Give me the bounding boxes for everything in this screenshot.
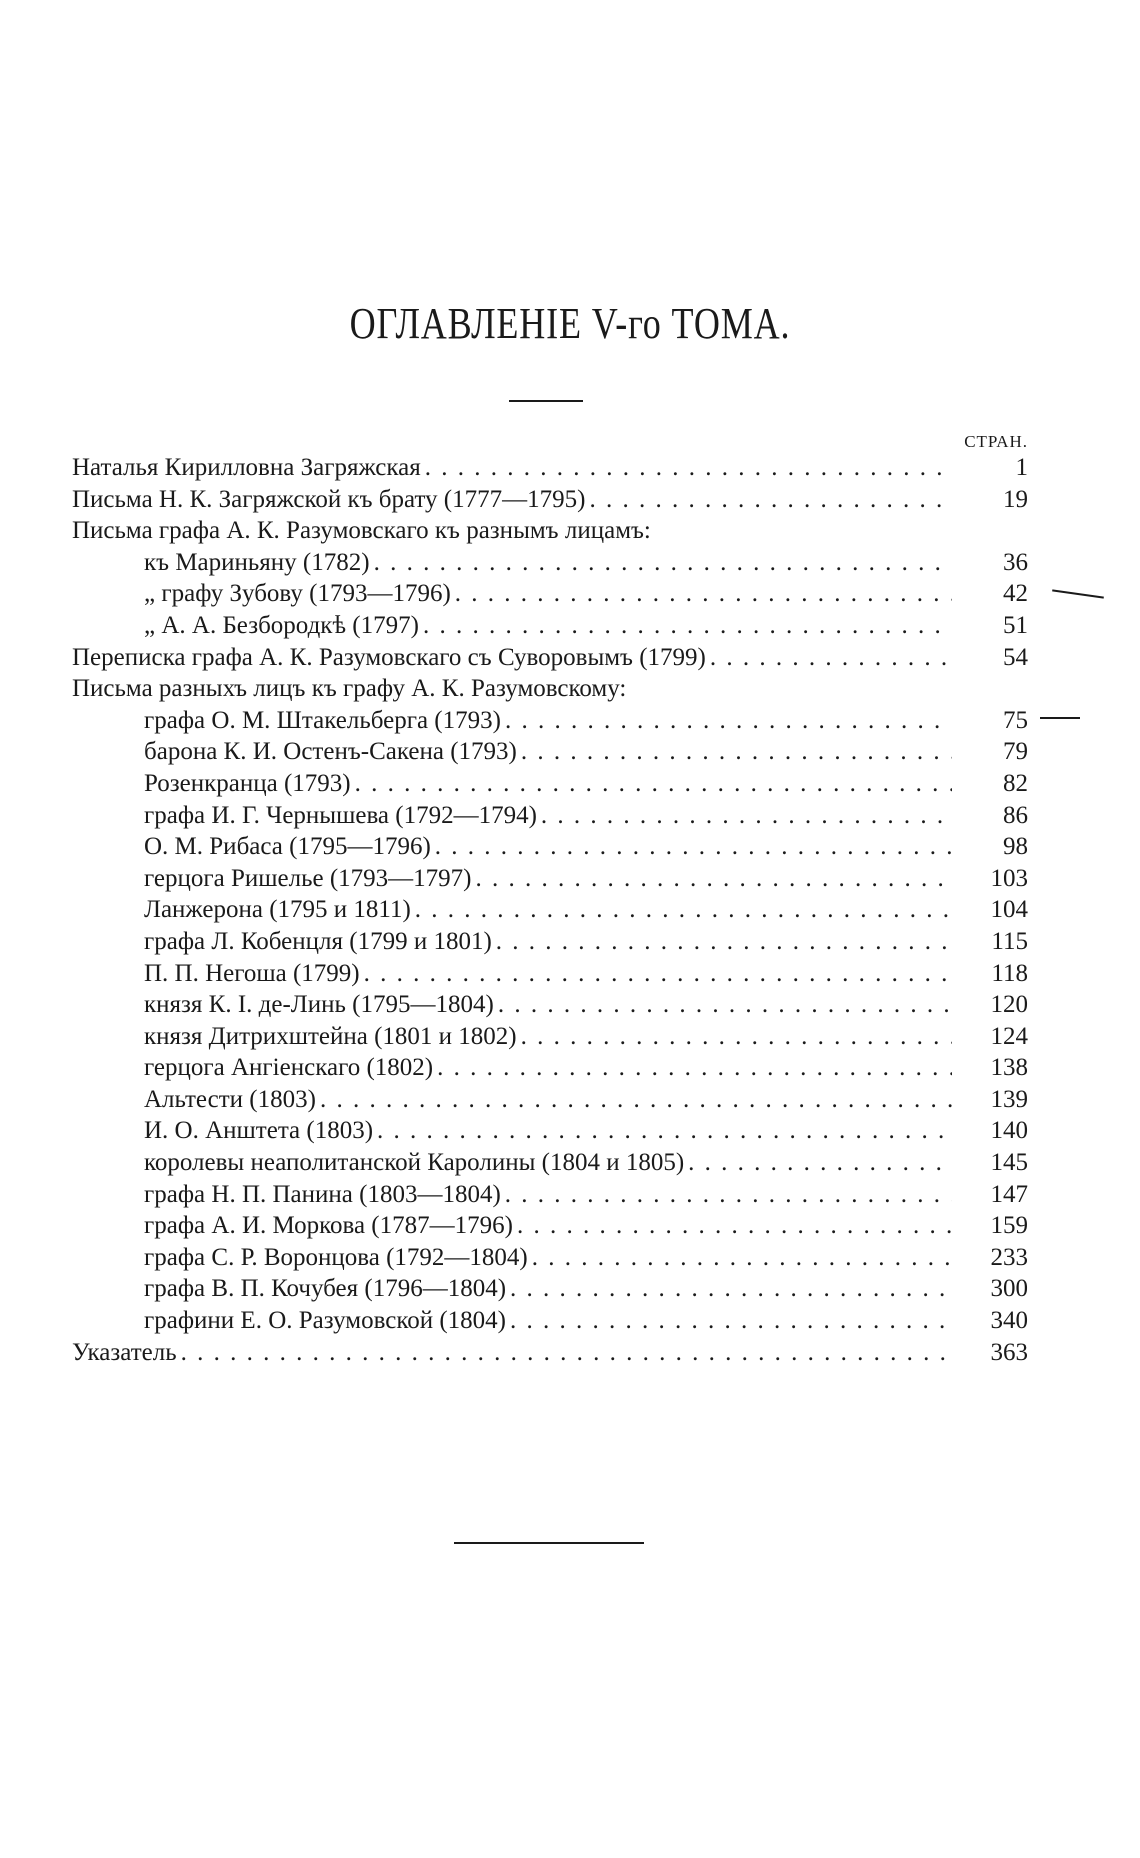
toc-entry xyxy=(72,578,1028,610)
dot-leader xyxy=(688,1147,952,1179)
toc-page-number: 98 xyxy=(1003,833,1028,861)
dot-leader xyxy=(532,1242,952,1274)
toc-page-number: 233 xyxy=(990,1243,1028,1271)
toc-entry-title: князя К. І. де-Линь (1795—1804) xyxy=(144,991,494,1019)
dot-leader xyxy=(521,1021,952,1053)
toc-entry-title: Розенкранца (1793) xyxy=(144,769,351,797)
dot-leader xyxy=(455,578,952,610)
dot-leader xyxy=(437,1052,952,1084)
toc-page-number: 124 xyxy=(990,1022,1028,1050)
toc-entry xyxy=(72,894,1028,926)
toc-page-number: 363 xyxy=(990,1338,1028,1366)
toc-entry xyxy=(72,1273,1028,1305)
toc-entry xyxy=(72,610,1028,642)
dot-leader xyxy=(435,831,952,863)
dot-leader xyxy=(181,1337,952,1369)
dot-leader xyxy=(510,1305,952,1337)
dot-leader xyxy=(710,642,952,674)
title-divider xyxy=(509,400,583,402)
toc-entry xyxy=(72,705,1028,737)
toc-page-number: 147 xyxy=(990,1180,1028,1208)
toc-entry-title: „ А. А. Безбородкѣ (1797) xyxy=(144,611,419,639)
dot-leader xyxy=(320,1084,952,1116)
toc-entry-title: къ Мариньяну (1782) xyxy=(144,548,370,576)
toc-entry xyxy=(72,1115,1028,1147)
toc-entry xyxy=(72,831,1028,863)
toc-section-heading xyxy=(72,515,1028,547)
toc-entry xyxy=(72,1021,1028,1053)
toc-page-number: 104 xyxy=(990,896,1028,924)
margin-mark xyxy=(1040,717,1080,719)
toc-entry xyxy=(72,1147,1028,1179)
end-divider xyxy=(454,1542,644,1544)
toc-entry xyxy=(72,1179,1028,1211)
toc-page-number: 54 xyxy=(1003,643,1028,671)
toc-page-number: 75 xyxy=(1003,706,1028,734)
dot-leader xyxy=(505,1179,952,1211)
toc-page-number: 103 xyxy=(990,864,1028,892)
toc-entry-title: графа И. Г. Чернышева (1792—1794) xyxy=(144,801,537,829)
toc-entry xyxy=(72,736,1028,768)
dot-leader xyxy=(517,1210,952,1242)
toc-entry-title: Письма разныхъ лицъ къ графу А. К. Разумовскому: xyxy=(72,675,627,703)
toc-page-number: 145 xyxy=(990,1149,1028,1177)
toc-entry-title: герцога Ангіенскаго (1802) xyxy=(144,1054,434,1082)
toc-entry xyxy=(72,1242,1028,1274)
toc-page-number: 42 xyxy=(1003,580,1028,608)
toc-entry-title: Переписка графа А. К. Разумовскаго съ Суворовымъ (1799) xyxy=(72,643,706,671)
toc-page-number: 19 xyxy=(1003,485,1028,513)
toc-entry xyxy=(72,1337,1028,1369)
table-of-contents xyxy=(72,420,1028,1368)
toc-entry-title: Ланжерона (1795 и 1811) xyxy=(144,896,411,924)
toc-entry-title: О. М. Рибаса (1795—1796) xyxy=(144,833,431,861)
toc-entry-title: королевы неаполитанской Каролины (1804 и 1805) xyxy=(144,1149,685,1177)
toc-entry-title: Наталья Кирилловна Загряжская xyxy=(72,454,421,481)
toc-page-number: 79 xyxy=(1003,738,1028,766)
toc-entry xyxy=(72,926,1028,958)
dot-leader xyxy=(423,610,952,642)
toc-entry-title: графа Н. П. Панина (1803—1804) xyxy=(144,1180,501,1208)
dot-leader xyxy=(589,484,952,516)
toc-entry-title: графа А. И. Моркова (1787—1796) xyxy=(144,1212,513,1240)
toc-entry-title: „ графу Зубову (1793—1796) xyxy=(144,580,451,608)
toc-entry xyxy=(72,1052,1028,1084)
dot-leader xyxy=(374,547,952,579)
dot-leader xyxy=(425,452,952,484)
toc-page-number: 118 xyxy=(991,959,1028,987)
toc-page-number: 1 xyxy=(1015,454,1028,481)
toc-entry-title: герцога Ришелье (1793—1797) xyxy=(144,864,472,892)
toc-entry-title: Альтести (1803) xyxy=(144,1085,316,1113)
toc-entry-title: И. О. Анштета (1803) xyxy=(144,1117,374,1145)
toc-entry xyxy=(72,452,1028,484)
toc-list xyxy=(72,452,1028,1368)
toc-entry xyxy=(72,1305,1028,1337)
toc-page-number: 115 xyxy=(991,927,1028,955)
toc-entry xyxy=(72,989,1028,1021)
toc-page-number: 138 xyxy=(990,1054,1028,1082)
toc-page-number: 82 xyxy=(1003,769,1028,797)
toc-entry-title: барона К. И. Остенъ-Сакена (1793) xyxy=(144,738,517,766)
dot-leader xyxy=(510,1273,952,1305)
toc-entry-title: князя Дитрихштейна (1801 и 1802) xyxy=(144,1022,517,1050)
toc-page-number: 140 xyxy=(990,1117,1028,1145)
toc-entry xyxy=(72,1084,1028,1116)
toc-entry-title: Письма Н. К. Загряжской къ брату (1777—1795) xyxy=(72,485,586,513)
dot-leader xyxy=(541,800,952,832)
dot-leader xyxy=(476,863,952,895)
dot-leader xyxy=(377,1115,952,1147)
toc-entry-title: графини Е. О. Разумовской (1804) xyxy=(144,1307,507,1335)
toc-entry-title: графа Л. Кобенцля (1799 и 1801) xyxy=(144,927,492,955)
toc-page-number: 300 xyxy=(990,1275,1028,1303)
page-title: ОГЛАВЛЕНІЕ V-го ТОМА. xyxy=(349,299,791,348)
toc-entry xyxy=(72,642,1028,674)
dot-leader xyxy=(364,958,952,990)
toc-entry-title: графа С. Р. Воронцова (1792—1804) xyxy=(144,1243,528,1271)
toc-entry xyxy=(72,547,1028,579)
toc-entry-title: П. П. Негоша (1799) xyxy=(144,959,360,987)
toc-page-number: 139 xyxy=(990,1085,1028,1113)
toc-entry-title: графа В. П. Кочубея (1796—1804) xyxy=(144,1275,507,1303)
page-column-header: СТРАН. xyxy=(964,432,1028,451)
toc-entry-title: Указатель xyxy=(72,1338,177,1366)
toc-entry xyxy=(72,768,1028,800)
toc-entry xyxy=(72,800,1028,832)
toc-entry xyxy=(72,484,1028,516)
toc-page-number: 86 xyxy=(1003,801,1028,829)
toc-page-number: 120 xyxy=(990,991,1028,1019)
dot-leader xyxy=(355,768,952,800)
toc-page-number: 36 xyxy=(1003,548,1028,576)
toc-page-number: 51 xyxy=(1003,611,1028,639)
margin-mark xyxy=(1052,589,1104,598)
toc-entry-title: графа О. М. Штакельберга (1793) xyxy=(144,706,501,734)
dot-leader xyxy=(496,926,952,958)
dot-leader xyxy=(521,736,952,768)
dot-leader xyxy=(498,989,952,1021)
toc-page-number: 159 xyxy=(990,1212,1028,1240)
toc-page-number: 340 xyxy=(990,1307,1028,1335)
toc-entry xyxy=(72,958,1028,990)
toc-entry xyxy=(72,1210,1028,1242)
toc-entry-title: Письма графа А. К. Разумовскаго къ разнымъ лицамъ: xyxy=(72,517,651,545)
toc-entry xyxy=(72,863,1028,895)
toc-section-heading xyxy=(72,673,1028,705)
dot-leader xyxy=(505,705,952,737)
dot-leader xyxy=(415,894,952,926)
